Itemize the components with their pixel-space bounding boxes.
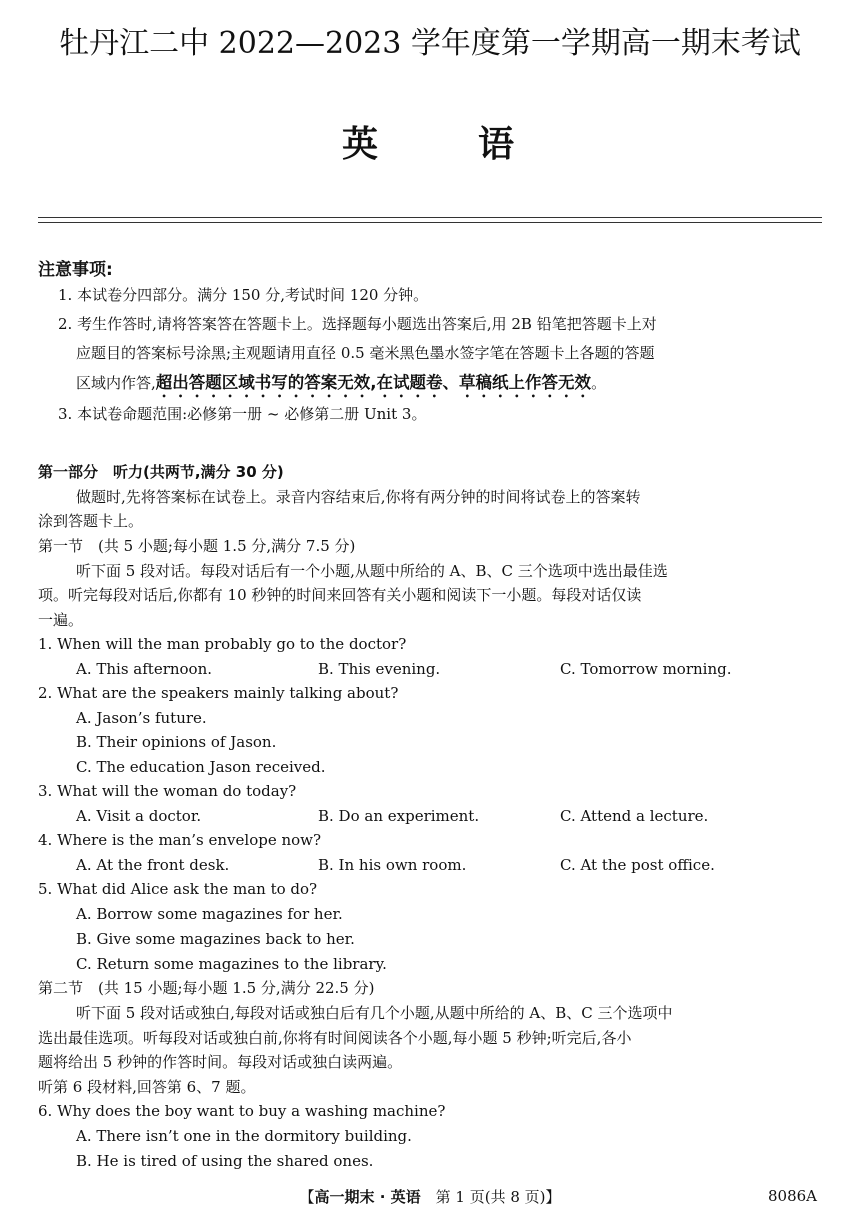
section2-intro-line-2: 选出最佳选项。听每段对话或独白前,你将有时间阅读各个小题,每小题 5 秒钟;听完后,各小 — [38, 1029, 632, 1047]
question-3-option-c: C. Attend a lecture. — [560, 807, 709, 825]
paper-code: 8086A — [768, 1187, 818, 1205]
subject-char-1: 英 — [341, 124, 382, 165]
notice-item-1: 1. 本试卷分四部分。满分 150 分,考试时间 120 分钟。 — [58, 286, 429, 304]
question-2: 2. What are the speakers mainly talking about? — [38, 684, 399, 702]
notice-title: 注意事项: — [38, 260, 113, 280]
footer-exam: 高一期末 — [314, 1188, 375, 1206]
footer-page: 第 1 页(共 8 页) — [420, 1188, 546, 1206]
question-4: 4. Where is the man’s envelope now? — [38, 831, 322, 849]
question-4-option-a: A. At the front desk. — [76, 856, 230, 874]
section2-intro-line-1: 听下面 5 段对话或独白,每段对话或独白后有几个小题,从题中所给的 A、B、C 三个选项中 — [76, 1004, 673, 1022]
notice-item-2-line-1: 2. 考生作答时,请将答案答在答题卡上。选择题每小题选出答案后,用 2B 铅笔把答题卡上对 — [58, 315, 657, 333]
question-5-option-c: C. Return some magazines to the library. — [76, 955, 387, 973]
section1-intro-line-2: 项。听完每段对话后,你都有 10 秒钟的时间来回答有关小题和阅读下一小题。每段对话仅读 — [38, 586, 642, 604]
question-6-option-b: B. He is tired of using the shared ones. — [76, 1152, 374, 1170]
section1-heading: 第一节 (共 5 小题;每小题 1.5 分,满分 7.5 分) — [38, 537, 356, 555]
notice-item-2-line-3 — [76, 372, 606, 401]
part1-heading: 第一部分 听力(共两节,满分 30 分) — [38, 463, 284, 481]
footer-dot: · — [374, 1188, 391, 1206]
section1-intro-line-1: 听下面 5 段对话。每段对话后有一个小题,从题中所给的 A、B、C 三个选项中选出最佳选 — [76, 562, 668, 580]
question-1-option-b: B. This evening. — [318, 660, 441, 678]
question-5: 5. What did Alice ask the man to do? — [38, 880, 318, 898]
question-4-option-c: C. At the post office. — [560, 856, 715, 874]
question-3-option-a: A. Visit a doctor. — [76, 807, 202, 825]
question-3: 3. What will the woman do today? — [38, 782, 297, 800]
part1-intro-line-1: 做题时,先将答案标在试卷上。录音内容结束后,你将有两分钟的时间将试卷上的答案转 — [76, 488, 641, 506]
section2-heading: 第二节 (共 15 小题;每小题 1.5 分,满分 22.5 分) — [38, 979, 375, 997]
footer-bracket-right: 】 — [545, 1188, 561, 1206]
question-5-option-b: B. Give some magazines back to her. — [76, 930, 355, 948]
subject-char-2: 语 — [478, 124, 519, 165]
question-1: 1. When will the man probably go to the doctor? — [38, 635, 407, 653]
section1-intro-line-3: 一遍。 — [38, 611, 84, 629]
question-5-option-a: A. Borrow some magazines for her. — [76, 905, 343, 923]
divider-rule-top — [38, 217, 822, 218]
page-footer — [0, 1186, 860, 1207]
material-6-heading: 听第 6 段材料,回答第 6、7 题。 — [38, 1078, 256, 1096]
notice-item-2-line-2: 应题目的答案标号涂黑;主观题请用直径 0.5 毫米黑色墨水签字笔在答题卡上各题的答题 — [76, 344, 655, 362]
section2-intro-line-3: 题将给出 5 秒钟的作答时间。每段对话或独白读两遍。 — [38, 1053, 403, 1071]
question-6-option-a: A. There isn’t one in the dormitory building. — [76, 1127, 412, 1145]
notice-emphasis: 超出答题区域书写的答案无效,在试题卷、草稿纸上作答无效 — [155, 373, 592, 392]
question-4-option-b: B. In his own room. — [318, 856, 467, 874]
question-1-option-a: A. This afternoon. — [76, 660, 213, 678]
divider-rule-bottom — [38, 222, 822, 223]
part1-intro-line-2: 涂到答题卡上。 — [38, 512, 144, 530]
notice-item-2-suffix: 。 — [591, 374, 607, 392]
subject-title — [0, 116, 860, 167]
exam-title: 牡丹江二中 2022—2023 学年度第一学期高一期末考试 — [59, 26, 801, 61]
notice-item-2-prefix: 区域内作答, — [76, 374, 156, 392]
question-2-option-c: C. The education Jason received. — [76, 758, 326, 776]
question-3-option-b: B. Do an experiment. — [318, 807, 480, 825]
question-1-option-c: C. Tomorrow morning. — [560, 660, 732, 678]
question-6: 6. Why does the boy want to buy a washing machine? — [38, 1102, 446, 1120]
notice-item-3: 3. 本试卷命题范围:必修第一册 ~ 必修第二册 Unit 3。 — [58, 405, 427, 423]
question-2-option-a: A. Jason’s future. — [76, 709, 207, 727]
footer-subject: 英语 — [390, 1188, 421, 1206]
footer-bracket-left: 【 — [299, 1188, 315, 1206]
question-2-option-b: B. Their opinions of Jason. — [76, 733, 277, 751]
